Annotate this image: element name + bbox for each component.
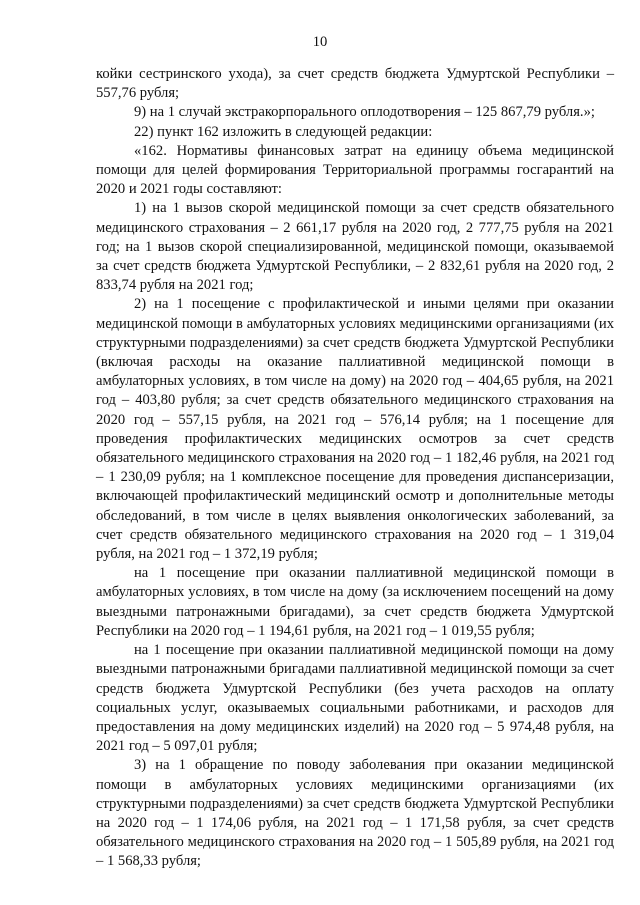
paragraph-palliative-teams: на 1 посещение при оказании паллиативной медицинской помощи на дому выездными патронажными бригадами паллиативной медицинской помощи за счет средств бюджета Удмуртской Республики (без учета расходов на оплату социальных услуг, оказываемых социальными работниками, и расходов для предоставления на дому медицинских изделий) на 2020 год – 5 974,48 рубля, на 2021 год – 5 097,01 рубля; [96,642,614,755]
paragraph-continuation: койки сестринского ухода), за счет средств бюджета Удмуртской Республики – 557,76 рубля; [96,66,614,102]
paragraph-palliative-home: на 1 посещение при оказании паллиативной медицинской помощи в амбулаторных условиях, в том числе на дому (за исключением посещений на дому выездными патронажными бригадами), за счет средств бюджета Удмуртской Республики на 2020 год – 1 194,61 рубля, на 2021 год – 1 019,55 рубля; [96,565,614,639]
document-body [96,65,614,872]
paragraph-subitem-1: 1) на 1 вызов скорой медицинской помощи за счет средств обязательного медицинского страхования – 2 661,17 рубля на 2020 год, 2 777,75 рубля на 2021 год; на 1 вызов скорой специализированной, медицинской помощи, оказываемой за счет средств бюджета Удмуртской Республики, – 2 832,61 рубля на 2020 год, 2 833,74 рубля на 2021 год; [96,200,614,294]
paragraph-clause-162: «162. Нормативы финансовых затрат на единицу объема медицинской помощи для целей формирования Территориальной программы госгарантий на 2020 и 2021 годы составляют: [96,142,614,198]
paragraph-item-9: 9) на 1 случай экстракорпорального оплодотворения – 125 867,79 рубля.»; [134,104,595,121]
paragraph-item-22: 22) пункт 162 изложить в следующей редакции: [134,123,433,140]
paragraph-subitem-3: 3) на 1 обращение по поводу заболевания при оказании медицинской помощи в амбулаторных условиях медицинскими организациями (их структурными подразделениями) за счет средств бюджета Удмуртской Республики на 2020 год – 1 174,06 рубля, на 2021 год – 1 171,58 рубля, за счет средств обязательного медицинского страхования на 2020 год – 1 505,89 рубля, на 2021 год – 1 568,33 рубля; [96,757,614,870]
page-number: 10 [312,34,328,50]
paragraph-subitem-2: 2) на 1 посещение с профилактической и иными целями при оказании медицинской помощи в амбулаторных условиях медицинскими организациями (их структурными подразделениями) за счет средств бюджета Удмуртской Республики (включая расходы на оказание паллиативной медицинской помощи в амбулаторных условиях, в том числе на дому) на 2020 год – 404,65 рубля, на 2021 год – 403,80 рубля; за счет средств обязательного медицинского страхования на 2020 год – 557,15 рубля, на 2021 год – 576,14 рубля; на 1 посещение для проведения профилактических медицинских осмотров за счет средств обязательного медицинского страхования на 2020 год – 1 182,46 рубля, на 2021 год – 1 230,09 рубля; на 1 комплексное посещение для проведения диспансеризации, включающей профилактический медицинский осмотр и дополнительные методы обследований, в том числе в целях выявления онкологических заболеваний, за счет средств обязательного медицинского страхования на 2020 год – 1 319,04 рубля, на 2021 год – 1 372,19 рубля; [96,296,614,563]
